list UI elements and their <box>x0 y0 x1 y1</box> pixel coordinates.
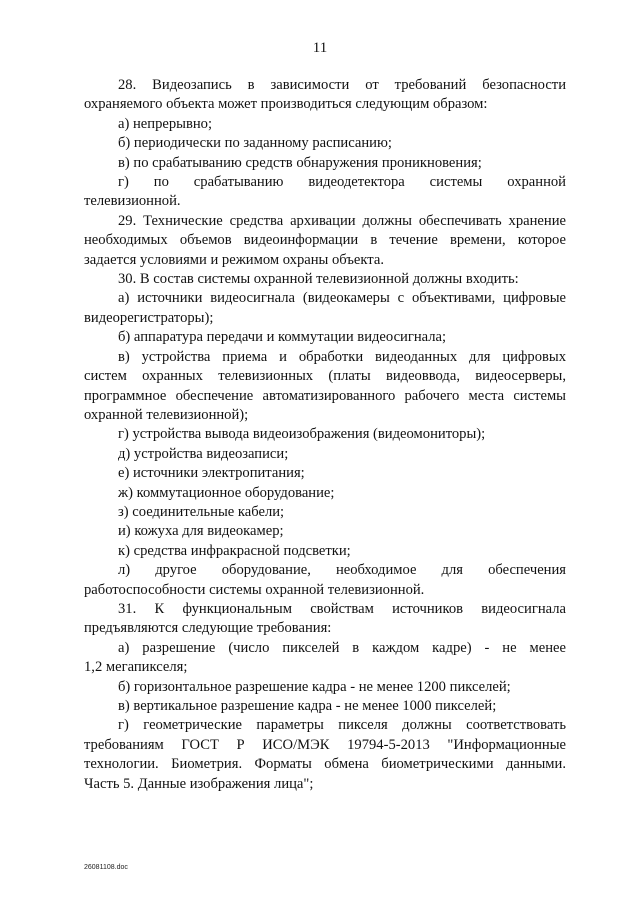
text-line: в) вертикальное разрешение кадра - не менее 1000 пикселей; <box>118 698 497 714</box>
text-line: е) источники электропитания; <box>118 465 305 482</box>
text-line: 31. К функциональным свойствам источников видеосигнала <box>118 600 566 617</box>
text-line: б) аппаратура передачи и коммутации видеосигнала; <box>118 329 447 346</box>
text-line: необходимых объемов видеоинформации в течение времени, которое <box>84 232 566 249</box>
text-line: г) геометрические параметры пикселя должны соответствовать <box>118 717 566 734</box>
text-line: технологии. Биометрия. Форматы обмена биометрическими данными. <box>84 756 566 773</box>
text-line: в) по срабатыванию средств обнаружения проникновения; <box>118 154 482 171</box>
text-line: Часть 5. Данные изображения лица"; <box>84 775 314 792</box>
text-line: работоспособности системы охранной телевизионной. <box>84 581 425 598</box>
text-line: телевизионной. <box>84 193 181 210</box>
text-line: и) кожуха для видеокамер; <box>118 523 284 540</box>
text-line: б) периодически по заданному расписанию; <box>118 135 392 152</box>
text-line: систем охранных телевизионных (платы видеоввода, видеосерверы, <box>84 368 566 385</box>
footer-filename: 26081108.doc <box>84 864 128 871</box>
text-line: г) устройства вывода видеоизображения (видеомониторы); <box>118 426 486 443</box>
text-line: 29. Технические средства архивации должны обеспечивать хранение <box>118 212 566 229</box>
text-line: 1,2 мегапикселя; <box>84 659 188 676</box>
text-line: 30. В состав системы охранной телевизионной должны входить: <box>118 271 519 288</box>
text-line: а) непрерывно; <box>118 115 213 132</box>
text-line: программное обеспечение автоматизированного рабочего места системы <box>84 387 566 404</box>
text-line: требованиям ГОСТ Р ИСО/МЭК 19794-5-2013 "Информационные <box>84 736 566 753</box>
text-line: б) горизонтальное разрешение кадра - не менее 1200 пикселей; <box>118 678 511 695</box>
text-line: д) устройства видеозаписи; <box>118 445 289 462</box>
text-line: задается условиями и режимом охраны объекта. <box>84 251 384 268</box>
text-line: видеорегистраторы); <box>84 309 214 326</box>
text-line: 28. Видеозапись в зависимости от требований безопасности <box>118 77 566 93</box>
text-line: з) соединительные кабели; <box>118 503 285 520</box>
text-line: л) другое оборудование, необходимое для обеспечения <box>118 562 566 579</box>
text-line: г) по срабатыванию видеодетектора системы охранной <box>118 174 566 191</box>
text-line: охраняемого объекта может производиться следующим образом: <box>84 96 488 113</box>
text-line: в) устройства приема и обработки видеоданных для цифровых <box>118 348 566 365</box>
text-line: охранной телевизионной); <box>84 406 249 423</box>
text-line: предъявляются следующие требования: <box>84 620 332 637</box>
text-line: к) средства инфракрасной подсветки; <box>118 542 351 559</box>
document-body <box>84 76 566 794</box>
text-line: а) источники видеосигнала (видеокамеры с объективами, цифровые <box>118 290 566 307</box>
text-line: а) разрешение (число пикселей в каждом кадре) - не менее <box>118 639 566 656</box>
text-line: ж) коммутационное оборудование; <box>118 484 335 501</box>
page-number: 11 <box>312 40 328 56</box>
